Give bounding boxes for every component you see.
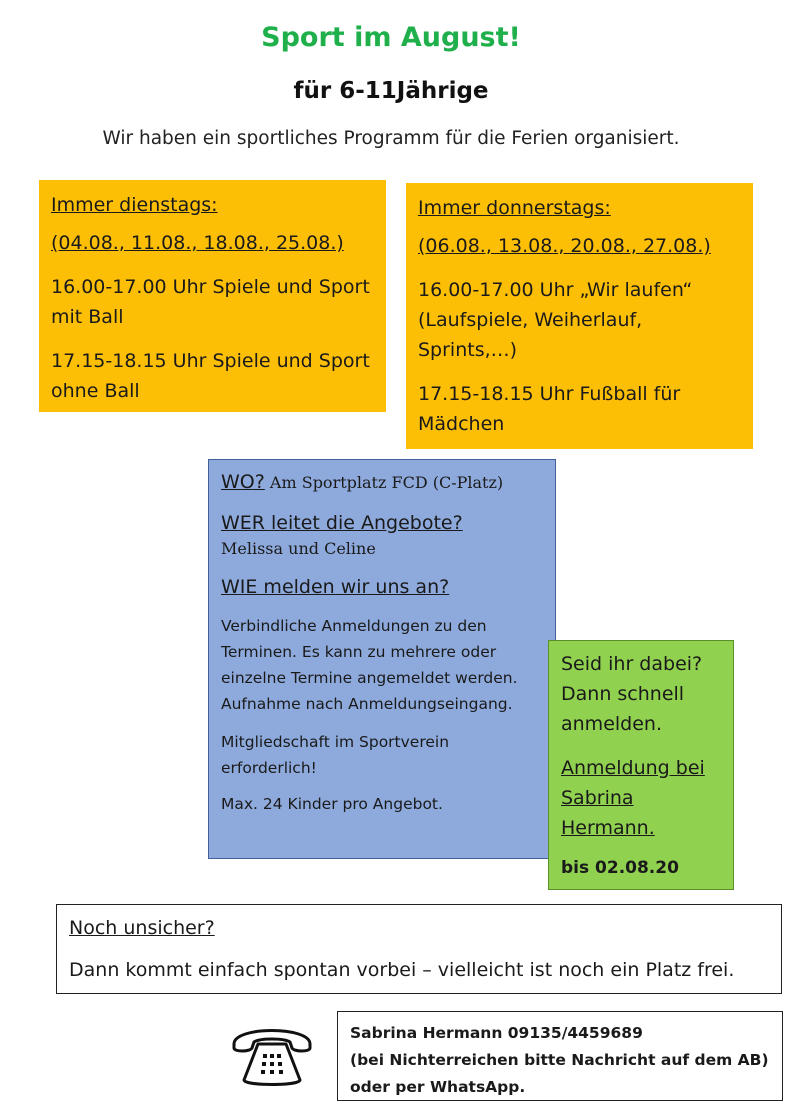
tuesday-box [39,180,386,412]
tuesday-item-ball: 16.00-17.00 Uhr Spiele und Sport mit Ball [51,276,370,328]
who-value: Melissa und Celine [221,539,376,558]
tuesday-heading: Immer dienstags: [51,194,218,216]
signup-box [548,640,734,890]
thursday-heading: Immer donnerstags: [418,197,611,219]
where-label: WO? [221,471,265,493]
signup-deadline: bis 02.08.20 [561,858,679,878]
unsure-heading: Noch unsicher? [69,917,215,939]
page-title: Sport im August! [261,22,521,53]
unsure-text: Dann kommt einfach spontan vorbei – vielleicht ist noch ein Platz frei. [69,959,735,981]
telephone-icon [228,1020,316,1092]
contact-name-phone: Sabrina Hermann 09135/4459689 [350,1024,643,1042]
tuesday-dates: (04.08., 11.08., 18.08., 25.08.) [51,232,344,254]
thursday-box [406,183,753,449]
who-label: WER leitet die Angebote? [221,512,463,534]
page-subtitle: für 6-11Jährige [293,78,489,104]
intro-text: Wir haben ein sportliches Programm für die Ferien organisiert. [102,128,680,149]
max-kids-text: Max. 24 Kinder pro Angebot. [221,795,443,813]
membership-text: Mitgliedschaft im Sportverein erforderlich! [221,733,450,777]
signup-question: Seid ihr dabei? Dann schnell anmelden. [561,653,703,735]
contact-voicemail-note: (bei Nichterreichen bitte Nachricht auf dem AB) [350,1051,769,1069]
how-text: Verbindliche Anmeldungen zu den Terminen. Es kann zu mehrere oder einzelne Termine angemeldet werden. Aufnahme nach Anmeldungseingang. [221,617,518,713]
unsure-box [56,904,782,994]
tuesday-item-no-ball: 17.15-18.15 Uhr Spiele und Sport ohne Ball [51,350,370,402]
signup-registration: Anmeldung bei Sabrina Hermann. [561,757,705,839]
thursday-dates: (06.08., 13.08., 20.08., 27.08.) [418,235,711,257]
contact-box [337,1011,783,1101]
thursday-item-running: 16.00-17.00 Uhr „Wir laufen“ (Laufspiele, Weiherlauf, Sprints,…) [418,279,693,361]
thursday-item-football: 17.15-18.15 Uhr Fußball für Mädchen [418,383,681,435]
contact-whatsapp: oder per WhatsApp. [350,1078,526,1096]
where-value: Am Sportplatz FCD (C-Platz) [264,473,504,492]
how-label: WIE melden wir uns an? [221,576,450,598]
info-box [208,459,556,859]
